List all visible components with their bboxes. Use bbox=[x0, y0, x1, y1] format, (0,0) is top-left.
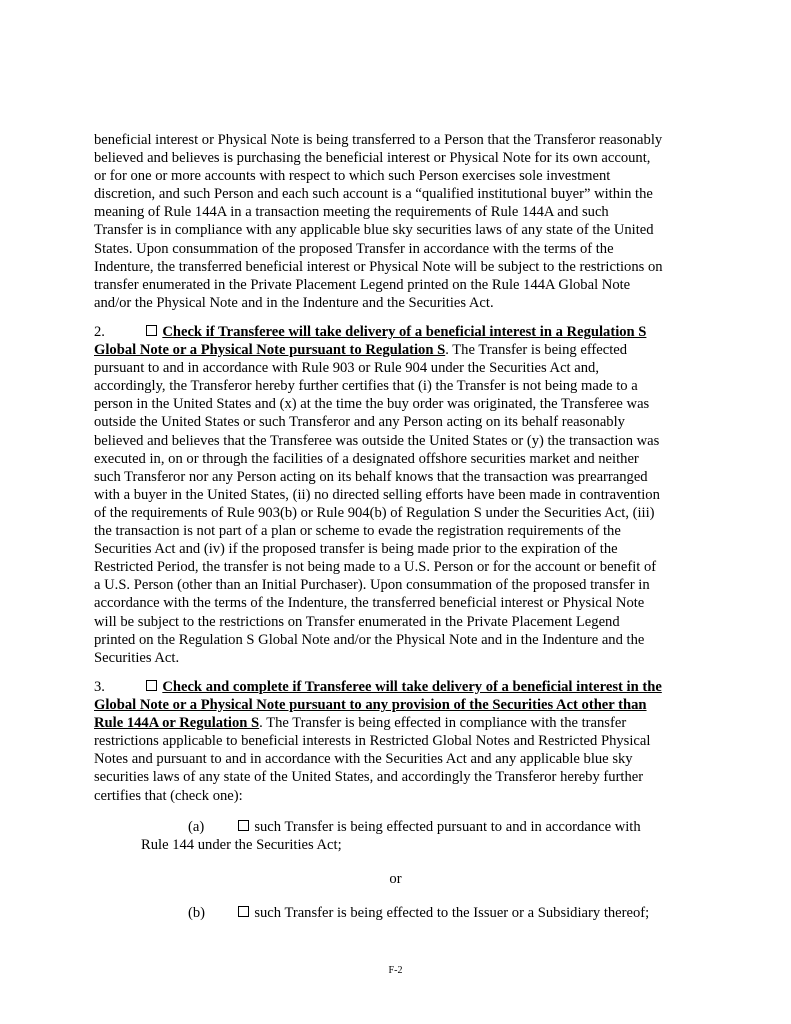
paragraph-line: of the requirements of Rule 903(b) or Rule 904(b) of Regulation S under the Securities Act, (iii) bbox=[94, 504, 655, 521]
paragraph-line: or for one or more accounts with respect to which such Person exercises sole investment bbox=[94, 168, 611, 185]
paragraph-line: Notes and pursuant to and in accordance with the Securities Act and any applicable blue sky bbox=[94, 751, 633, 768]
option-a-continued: Rule 144 under the Securities Act; bbox=[141, 837, 342, 853]
paragraph-line: believed and believes that the Transferee was outside the United States or (y) the transaction was bbox=[94, 432, 660, 449]
paragraph-line: meaning of Rule 144A in a transaction meeting the requirements of Rule 144A and such bbox=[94, 204, 609, 221]
paragraph-line: beneficial interest or Physical Note is being transferred to a Person that the Transferor reasonably bbox=[94, 132, 663, 148]
paragraph-line: person in the United States and (x) at the time the buy order was originated, the Transferee was bbox=[94, 396, 650, 413]
section-heading-text: Rule 144A or Regulation S bbox=[94, 715, 260, 732]
option-a-text: such Transfer is being effected pursuant to and in accordance with bbox=[254, 819, 641, 835]
section-3-heading bbox=[94, 678, 704, 696]
section-heading-text: Global Note or a Physical Note pursuant to Regulation S bbox=[94, 342, 446, 359]
section-3-heading-line-2 bbox=[94, 696, 704, 714]
paragraph-line: accordance with the terms of the Indenture, the transferred beneficial interest or Physical Note bbox=[94, 595, 645, 612]
option-a bbox=[188, 818, 641, 836]
paragraph-line: outside the United States or such Transferor and any Person acting on its behalf reasonably bbox=[94, 414, 625, 431]
paragraph-line: discretion, and such Person and each such account is a “qualified institutional buyer” within the bbox=[94, 186, 653, 203]
paragraph-line: pursuant to and in accordance with Rule 903 or Rule 904 under the Securities Act and, bbox=[94, 360, 599, 377]
paragraph-line: transfer enumerated in the Private Placement Legend printed on the Rule 144A Global Note bbox=[94, 276, 631, 293]
section-heading-text: Check and complete if Transferee will take delivery of a beneficial interest in the bbox=[162, 679, 662, 695]
regulation-s-checkbox[interactable] bbox=[146, 325, 157, 336]
paragraph-line: certifies that (check one): bbox=[94, 787, 243, 804]
section-2-heading-line-2 bbox=[94, 341, 704, 359]
section-heading-text: Global Note or a Physical Note pursuant to any provision of the Securities Act other than bbox=[94, 697, 647, 714]
paragraph-line: Indenture, the transferred beneficial interest or Physical Note will be subject to the restrictions on bbox=[94, 258, 663, 275]
option-b bbox=[188, 904, 649, 922]
option-label: (b) bbox=[188, 905, 206, 921]
paragraph-line: a U.S. Person (other than an Initial Purchaser). Upon consummation of the proposed transfer in bbox=[94, 577, 650, 594]
paragraph-1 bbox=[94, 131, 704, 312]
section-number: 3. bbox=[94, 679, 105, 695]
page-number: F-2 bbox=[388, 965, 403, 976]
option-label: (a) bbox=[188, 819, 205, 835]
or-separator: or bbox=[389, 871, 402, 887]
paragraph-line: the transaction is not part of a plan or scheme to evade the registration requirements of the bbox=[94, 523, 621, 540]
paragraph-line: printed on the Regulation S Global Note and/or the Physical Note and in the Indenture and the bbox=[94, 631, 645, 648]
paragraph-line: Securities Act and (iv) if the proposed transfer is being made prior to the expiration of the bbox=[94, 541, 618, 558]
section-number: 2. bbox=[94, 324, 105, 340]
paragraph-line: believed and believes is purchasing the beneficial interest or Physical Note for its own account, bbox=[94, 150, 651, 167]
paragraph-line: with a buyer in the United States, (ii) no directed selling efforts have been made in contravention bbox=[94, 486, 660, 503]
paragraph-line: executed in, on or through the facilities of a designated offshore securities market and neither bbox=[94, 450, 639, 467]
section-2-heading bbox=[94, 323, 704, 341]
option-b-checkbox[interactable] bbox=[238, 906, 249, 917]
other-exemption-checkbox[interactable] bbox=[146, 680, 157, 691]
paragraph-text: . The Transfer is being effected bbox=[445, 342, 628, 359]
paragraph-line: will be subject to the restrictions on Transfer enumerated in the Private Placement Legend bbox=[94, 613, 620, 630]
paragraph-line: States. Upon consummation of the proposed Transfer in accordance with the terms of the bbox=[94, 240, 614, 257]
paragraph-3 bbox=[94, 678, 704, 805]
paragraph-line: such Transferor nor any Person acting on its behalf knows that the transaction was prearranged bbox=[94, 468, 648, 485]
paragraph-2 bbox=[94, 323, 704, 667]
paragraph-line: accordingly, the Transferor hereby further certifies that (i) the Transfer is not being made to a bbox=[94, 378, 638, 395]
paragraph-line: Restricted Period, the transfer is not being made to a U.S. Person or for the account or benefit of bbox=[94, 559, 657, 576]
paragraph-text: . The Transfer is being effected in compliance with the transfer bbox=[259, 715, 627, 732]
paragraph-line: Transfer is in compliance with any applicable blue sky securities laws of any state of the United bbox=[94, 222, 654, 239]
section-3-heading-line-3 bbox=[94, 714, 704, 732]
option-a-checkbox[interactable] bbox=[238, 820, 249, 831]
paragraph-line: securities laws of any state of the United States, and accordingly the Transferor hereby further bbox=[94, 769, 644, 786]
paragraph-line: restrictions applicable to beneficial interests in Restricted Global Notes and Restricted Physical bbox=[94, 733, 651, 750]
option-b-text: such Transfer is being effected to the Issuer or a Subsidiary thereof; bbox=[254, 905, 650, 921]
paragraph-line: Securities Act. bbox=[94, 649, 180, 666]
section-heading-text: Check if Transferee will take delivery of a beneficial interest in a Regulation S bbox=[162, 324, 647, 340]
paragraph-line: and/or the Physical Note and in the Indenture and the Securities Act. bbox=[94, 294, 494, 311]
